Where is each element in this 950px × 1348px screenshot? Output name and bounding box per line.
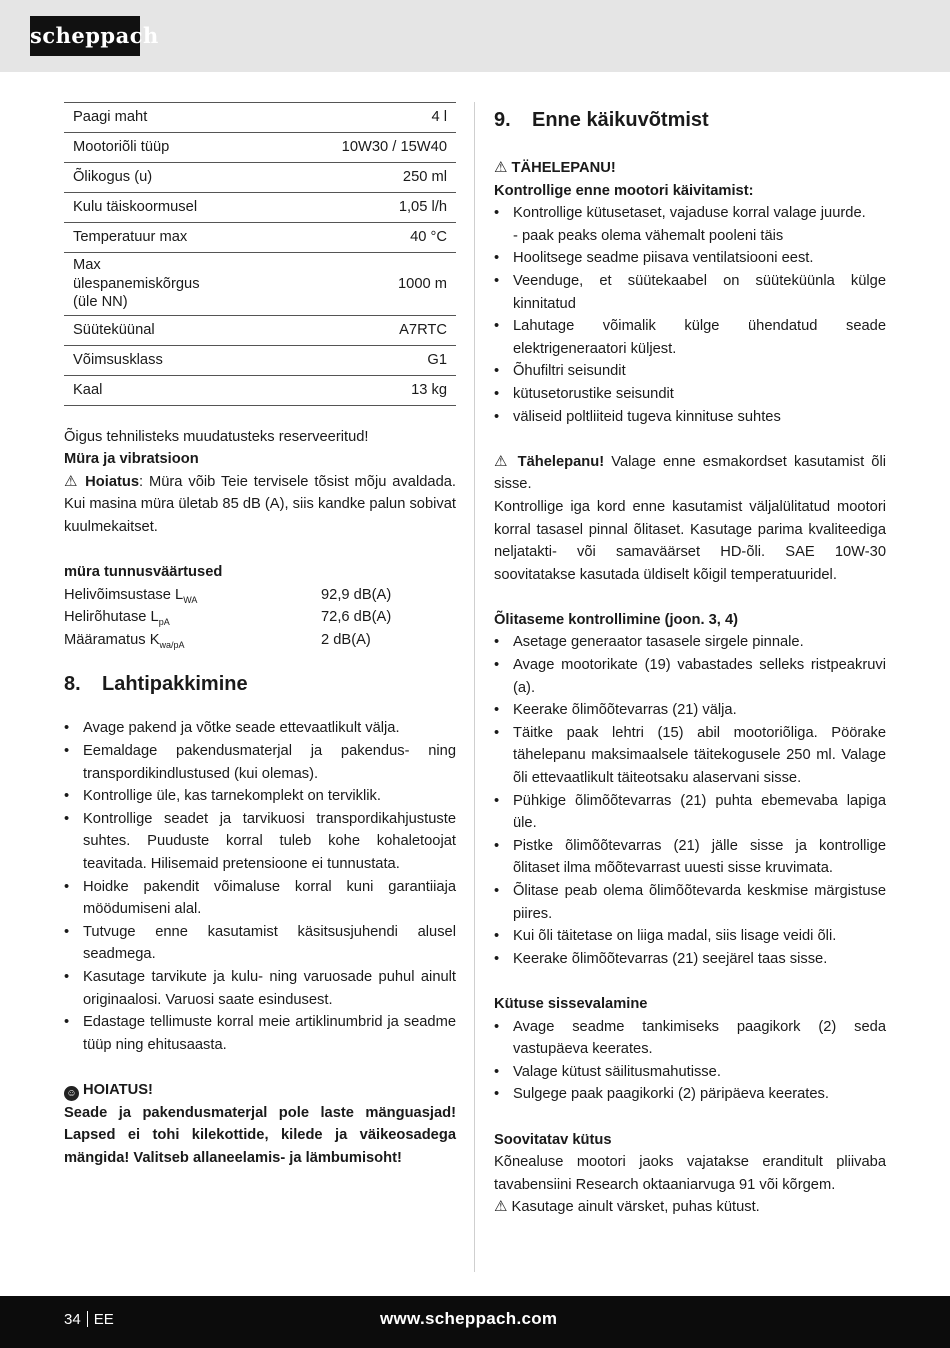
column-divider bbox=[474, 102, 475, 1272]
section-9-heading bbox=[494, 107, 886, 133]
measurement-label bbox=[64, 606, 321, 629]
spec-row bbox=[64, 345, 456, 375]
check-item bbox=[494, 360, 886, 383]
measurement-subscript: pA bbox=[158, 617, 170, 628]
spec-row bbox=[64, 163, 456, 193]
fuel-list bbox=[494, 1016, 886, 1106]
oil-check-item: • Täitke paak lehtri (15) abil mootoriõliga. Pöörake tähelepanu maksimaalsele täitekogusele 250 ml. Valage õli ettevaatlikult täiteotsaku alaservani sisse. bbox=[494, 722, 886, 790]
unpack-list bbox=[64, 717, 456, 1056]
oil-check-item: • Kui õli täitetase on liiga madal, siis lisage veidi õli. bbox=[494, 925, 886, 948]
spec-value: 1000 m bbox=[232, 253, 456, 316]
spec-label: Kulu täiskoormusel bbox=[64, 193, 232, 223]
section-8-heading bbox=[64, 671, 456, 697]
unpack-item: • Kasutage tarvikute ja kulu- ning varuosade puhul ainult originaalosi. Varuosi saate esindusest. bbox=[64, 966, 456, 1011]
section-number: 9. bbox=[494, 109, 511, 131]
measurement-label bbox=[64, 629, 321, 652]
spec-label: Kaal bbox=[64, 375, 232, 405]
unpack-item: • Hoidke pakendit võimaluse korral kuni garantiiaja möödumiseni alal. bbox=[64, 876, 456, 921]
hazard-title-text: HOIATUS! bbox=[83, 1081, 153, 1098]
oil-check-item: • Õlitase peab olema õlimõõtevarda keskmise märgistuse piires. bbox=[494, 880, 886, 925]
page-indicator bbox=[64, 1311, 114, 1328]
unpack-item: • Avage pakend ja võtke seade ettevaatlikult välja. bbox=[64, 717, 456, 740]
warning-icon: ⚠ bbox=[494, 1198, 508, 1216]
oil-paragraph: Kontrollige iga kord enne kasutamist väljalülitatud mootori korral tasasel pinnal õlitaset. Kasutage parima kvaliteediga neljatakti- või samaväärset HD-õli. SAE 10W-30 soovitatakse kasutada üldiselt kõigil temperatuuridel. bbox=[494, 498, 886, 583]
check-item-text: Kontrollige kütusetaset, vajaduse korral valage juurde. bbox=[513, 205, 866, 222]
check-item-text: väliseid poltliiteid tugeva kinnituse suhtes bbox=[513, 408, 781, 425]
measurement-label-text: Helirõhutase L bbox=[64, 609, 159, 626]
measurement-subscript: WA bbox=[183, 594, 198, 605]
check-item-text: Hoolitsege seadme piisava ventilatsiooni eest. bbox=[513, 250, 814, 267]
spec-label: Võimsusklass bbox=[64, 345, 232, 375]
warning-icon: ⚠ bbox=[494, 159, 508, 176]
oil-warning bbox=[494, 451, 886, 496]
spec-row bbox=[64, 103, 456, 133]
spec-table bbox=[64, 102, 456, 406]
fuel-item: • Avage seadme tankimiseks paagikork (2) seda vastupäeva keerates. bbox=[494, 1016, 886, 1061]
measurement-value: 72,6 dB(A) bbox=[321, 609, 392, 626]
check-item-note: - paak peaks olema vähemalt pooleni täis bbox=[513, 227, 784, 244]
footer-separator bbox=[87, 1311, 88, 1327]
spec-value: 4 l bbox=[232, 103, 456, 133]
section-title: Enne käikuvõtmist bbox=[532, 109, 709, 131]
noise-warning-text: : Müra võib Teie tervisele tõsist mõju avaldada. Kui masina müra ületab 85 dB (A), siis kandke palun sobivat kuulmekaitset. bbox=[64, 473, 456, 535]
spec-value: 1,05 l/h bbox=[232, 193, 456, 223]
spec-label: Õlikogus (u) bbox=[64, 163, 232, 193]
check-list bbox=[494, 202, 886, 428]
fuel-item: • Sulgege paak paagikorki (2) päripäeva keerates. bbox=[494, 1083, 886, 1106]
measurement-row bbox=[64, 584, 456, 607]
unpack-item: • Kontrollige seadet ja tarvikuosi transpordikahjustuste suhtes. Puuduste korral tuleb kohe kohaletoojat teavitada. Hilisemaid pretensioone ei tunnustata. bbox=[64, 808, 456, 876]
measurement-row bbox=[64, 629, 456, 652]
fuel-item: • Valage kütust säilitusmahutisse. bbox=[494, 1061, 886, 1084]
left-column bbox=[64, 102, 456, 1169]
page-header bbox=[0, 0, 950, 72]
spec-value: 40 °C bbox=[232, 223, 456, 253]
measurement-label-text: Määramatus K bbox=[64, 631, 160, 648]
spec-value: 10W30 / 15W40 bbox=[232, 133, 456, 163]
check-item-text: kütusetorustike seisundit bbox=[513, 385, 674, 402]
oil-check-item: • Avage mootorikate (19) vabastades selleks ristpeakruvi (a). bbox=[494, 654, 886, 699]
check-title: Kontrollige enne mootori käivitamist: bbox=[494, 182, 754, 199]
measurement-subscript: wa/pA bbox=[159, 639, 185, 650]
noise-warning bbox=[64, 471, 456, 539]
oil-warning-text: Valage enne esmakordset kasutamist õli sisse. bbox=[494, 453, 886, 493]
check-item bbox=[494, 270, 886, 315]
website-link[interactable]: www.scheppach.com bbox=[380, 1309, 558, 1328]
warning-icon: ⚠ bbox=[494, 452, 511, 470]
oil-check-title: Õlitaseme kontrollimine (joon. 3, 4) bbox=[494, 611, 739, 628]
check-item bbox=[494, 247, 886, 270]
spec-row bbox=[64, 253, 456, 316]
fresh-fuel-text: Kasutage ainult värsket, puhas kütust. bbox=[511, 1199, 760, 1216]
measurement-label-text: Helivõimsustase L bbox=[64, 586, 184, 603]
check-item-text: Lahutage võimalik külge ühendatud seade elektrigeneraatori küljest. bbox=[513, 318, 886, 357]
spec-row bbox=[64, 375, 456, 405]
right-column bbox=[494, 102, 886, 1219]
oil-check-list bbox=[494, 631, 886, 970]
measurement-list bbox=[64, 584, 456, 652]
language-code: EE bbox=[93, 1311, 114, 1328]
oil-check-item: • Pistke õlimõõtevarras (21) jälle sisse ja kontrollige õlitaset ilma mõõtevarrast uuesti sisse kruvimata. bbox=[494, 835, 886, 880]
hazard-title bbox=[64, 1079, 456, 1102]
check-item-text: Õhufiltri seisundit bbox=[513, 363, 626, 380]
reserved-note: Õigus tehnilisteks muudatusteks reserveeritud! bbox=[64, 428, 369, 445]
unpack-item: • Tutvuge enne kasutamist käsitsusjuhendi alusel seadmega. bbox=[64, 921, 456, 966]
attention-title bbox=[494, 157, 886, 180]
oil-check-item: • Keerake õlimõõtevarras (21) seejärel taas sisse. bbox=[494, 948, 886, 971]
measurement-label bbox=[64, 584, 321, 607]
spec-value: 13 kg bbox=[232, 375, 456, 405]
spec-row bbox=[64, 193, 456, 223]
brand-logo: scheppach bbox=[30, 16, 140, 56]
spec-label: Max ülespanemiskõrgus (üle NN) bbox=[64, 253, 232, 316]
child-hazard-icon: ☺ bbox=[64, 1086, 79, 1101]
spec-row bbox=[64, 133, 456, 163]
spec-label: Temperatuur max bbox=[64, 223, 232, 253]
check-item bbox=[494, 383, 886, 406]
oil-check-item: • Pühkige õlimõõtevarras (21) puhta ebemevaba lapiga üle. bbox=[494, 790, 886, 835]
spec-row bbox=[64, 315, 456, 345]
attention-title-text: TÄHELEPANU! bbox=[511, 160, 616, 176]
measurement-row bbox=[64, 606, 456, 629]
check-item bbox=[494, 202, 886, 247]
section-number: 8. bbox=[64, 673, 81, 696]
spec-row bbox=[64, 223, 456, 253]
unpack-item: • Kontrollige üle, kas tarnekomplekt on terviklik. bbox=[64, 785, 456, 808]
spec-label: Paagi maht bbox=[64, 103, 232, 133]
measurement-value: 2 dB(A) bbox=[321, 631, 371, 648]
oil-warning-label: Tähelepanu! bbox=[517, 453, 605, 470]
hazard-text: Seade ja pakendusmaterjal pole laste mänguasjad! Lapsed ei tohi kilekottide, kilede ja väikeosadega mängida! Valitseb allaneelamis- ja lämbumisoht! bbox=[64, 1104, 456, 1166]
unpack-item: • Eemaldage pakendusmaterjal ja pakendus- ning transpordikindlustused (kui olemas). bbox=[64, 740, 456, 785]
check-item bbox=[494, 315, 886, 360]
oil-check-item: • Asetage generaator tasasele sirgele pinnale. bbox=[494, 631, 886, 654]
warning-icon: ⚠ bbox=[64, 472, 80, 490]
noise-warning-label: Hoiatus bbox=[85, 473, 140, 490]
check-item bbox=[494, 406, 886, 429]
spec-value: A7RTC bbox=[232, 315, 456, 345]
page-number: 34 bbox=[64, 1311, 81, 1328]
unpack-item: • Edastage tellimuste korral meie artiklinumbrid ja seadme tüüp ning ehitusaasta. bbox=[64, 1011, 456, 1056]
spec-label: Mootoriõli tüüp bbox=[64, 133, 232, 163]
fresh-fuel-note bbox=[494, 1196, 886, 1219]
fuel-title: Kütuse sissevalamine bbox=[494, 995, 648, 1012]
section-title: Lahtipakkimine bbox=[102, 673, 248, 696]
oil-check-item: • Keerake õlimõõtevarras (21) välja. bbox=[494, 699, 886, 722]
measurement-value: 92,9 dB(A) bbox=[321, 586, 392, 603]
noise-title: Müra ja vibratsioon bbox=[64, 451, 199, 468]
recommended-fuel-title: Soovitatav kütus bbox=[494, 1131, 612, 1148]
measure-title: müra tunnusväärtused bbox=[64, 564, 223, 581]
check-item-text: Veenduge, et süütekaabel on süüteküünla külge kinnitatud bbox=[513, 272, 886, 312]
page-footer bbox=[0, 1296, 950, 1348]
spec-value: 250 ml bbox=[232, 163, 456, 193]
recommended-fuel-text: Kõnealuse mootori jaoks vajatakse eranditult pliivaba tavabensiini Research oktaaniarvuga 91 või kõrgem. bbox=[494, 1154, 886, 1193]
spec-label: Süüteküünal bbox=[64, 315, 232, 345]
spec-value: G1 bbox=[232, 345, 456, 375]
